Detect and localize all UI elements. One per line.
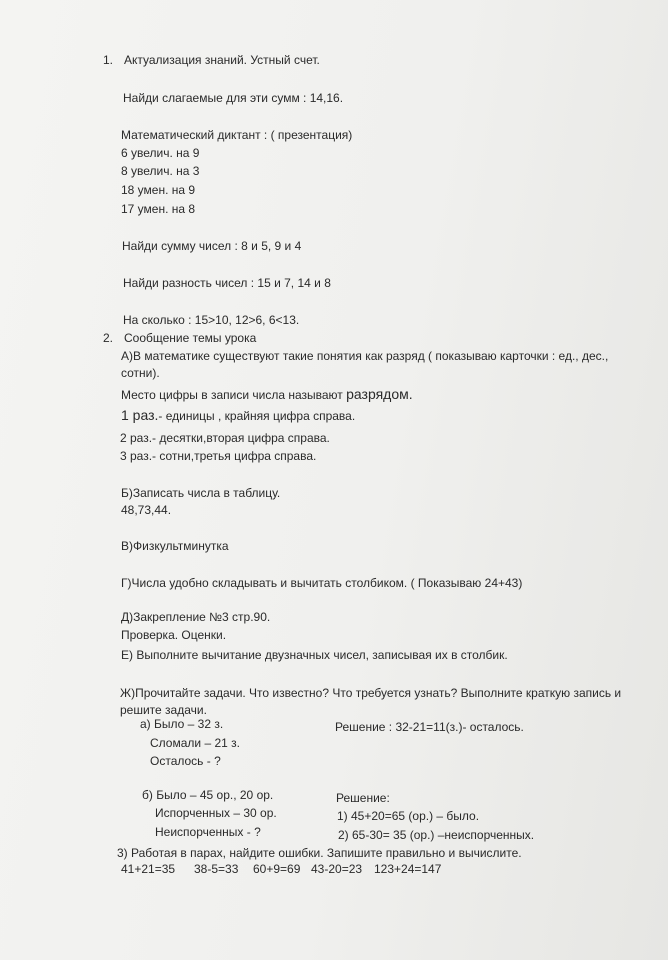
check-text: Проверка. Оценки. — [121, 628, 227, 642]
pairs-task-title: 3) Работая в парах, найдите ошибки. Запишите правильно и вычислите. — [117, 846, 522, 860]
section1-number: 1. — [103, 53, 114, 67]
digit-place-2: 2 раз.- десятки,вторая цифра справа. — [120, 431, 330, 445]
example-expression: 60+9=69 — [253, 862, 301, 876]
paragraph-zh-line2: решите задачи. — [120, 703, 207, 717]
task-a-solution: Решение : 32-21=11(з.)- осталось. — [335, 720, 524, 734]
how-much-text: На сколько : 15>10, 12>6, 6<13. — [123, 313, 300, 327]
digit-place-3: 3 раз.- сотни,третья цифра справа. — [120, 449, 317, 463]
section1-title: Актуализация знаний. Устный счет. — [124, 53, 320, 67]
dictation-item: 6 увелич. на 9 — [121, 146, 200, 160]
example-expression: 123+24=147 — [374, 862, 442, 876]
dictation-title: Математический диктант : ( презентация) — [121, 128, 353, 142]
find-difference-text: Найди разность чисел : 15 и 7, 14 и 8 — [123, 276, 331, 290]
paragraph-d-title: Д)Закрепление №3 стр.90. — [121, 610, 271, 624]
place-value-text — [121, 387, 413, 403]
paragraph-v-title: В)Физкультминутка — [121, 539, 229, 553]
section2-number: 2. — [103, 331, 114, 345]
task-b-line2: Испорченных – 30 ор. — [155, 806, 277, 820]
section2-title: Сообщение темы урока — [124, 331, 257, 345]
task-b-line3: Неиспорченных - ? — [155, 825, 261, 839]
task-a-line3: Осталось - ? — [150, 754, 221, 768]
task-b-solution-step2: 2) 65-30= 35 (ор.) –неиспорченных. — [338, 828, 535, 842]
dictation-item: 8 увелич. на 3 — [121, 164, 200, 178]
digit-place-1-rest: - единицы , крайняя цифра справа. — [158, 409, 356, 423]
dictation-item: 17 умен. на 8 — [121, 202, 196, 216]
paragraph-a-line2: сотни). — [121, 366, 160, 380]
paragraph-b-title: Б)Записать числа в таблицу. — [121, 486, 281, 500]
paragraph-e-title: Е) Выполните вычитание двузначных чисел, записывая их в столбик. — [121, 648, 508, 662]
example-expression: 43-20=23 — [311, 862, 363, 876]
paragraph-zh-line1: Ж)Прочитайте задачи. Что известно? Что требуется узнать? Выполните краткую запись и — [120, 686, 622, 700]
find-addends-text: Найди слагаемые для эти сумм : 14,16. — [123, 91, 344, 105]
place-value-word: разрядом. — [346, 386, 413, 402]
task-a-line2: Сломали – 21 з. — [150, 736, 240, 750]
task-b-solution-title: Решение: — [336, 791, 390, 805]
dictation-item: 18 умен. на 9 — [121, 183, 196, 197]
place-value-prefix: Место цифры в записи числа называют — [121, 388, 347, 402]
digit-place-1 — [121, 408, 355, 424]
paragraph-b-numbers: 48,73,44. — [121, 503, 172, 517]
example-expression: 41+21=35 — [121, 862, 176, 876]
paragraph-g-title: Г)Числа удобно складывать и вычитать столбиком. ( Показываю 24+43) — [121, 576, 523, 590]
task-b-line1: б) Было – 45 ор., 20 ор. — [142, 788, 274, 802]
digit-place-1-prefix: 1 раз. — [121, 407, 159, 423]
task-b-solution-step1: 1) 45+20=65 (ор.) – было. — [337, 809, 480, 823]
example-expression: 38-5=33 — [194, 862, 239, 876]
task-a-line1: а) Было – 32 з. — [140, 717, 224, 731]
paragraph-a-line1: А)В математике существуют такие понятия как разряд ( показываю карточки : ед., дес., — [121, 349, 609, 363]
find-sum-text: Найди сумму чисел : 8 и 5, 9 и 4 — [122, 239, 302, 253]
